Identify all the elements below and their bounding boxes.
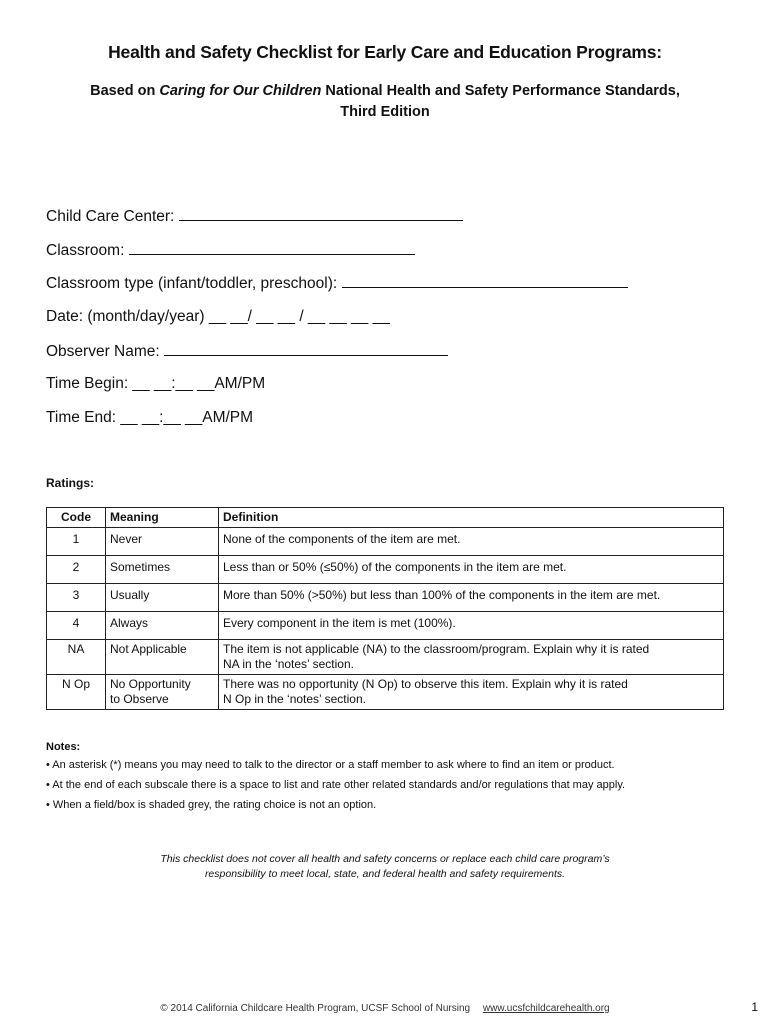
rating-code: NA bbox=[47, 640, 106, 675]
classroom-type-field bbox=[46, 270, 628, 304]
classroom-blank[interactable] bbox=[129, 237, 415, 255]
rating-definition bbox=[219, 675, 724, 710]
disclaimer bbox=[100, 852, 670, 882]
definition-line-1: There was no opportunity (N Op) to observe this item. Explain why it is rated bbox=[223, 677, 628, 691]
meaning-line-1: No Opportunity bbox=[110, 677, 191, 691]
child-care-center-blank[interactable] bbox=[179, 203, 463, 221]
definition-line-1: The item is not applicable (NA) to the classroom/program. Explain why it is rated bbox=[223, 642, 650, 656]
list-item: • At the end of each subscale there is a space to list and rate other related standards and/or regulations that may apply. bbox=[46, 779, 626, 791]
observer-name-field bbox=[46, 338, 628, 372]
subtitle-prefix: Based on bbox=[90, 83, 160, 99]
header-meaning: Meaning bbox=[106, 508, 219, 528]
classroom-field bbox=[46, 237, 628, 271]
rating-code: 4 bbox=[47, 612, 106, 640]
ratings-heading: Ratings: bbox=[46, 476, 94, 490]
form-fields bbox=[46, 203, 628, 439]
list-item: • An asterisk (*) means you may need to talk to the director or a staff member to ask where to find an item or product. bbox=[46, 759, 615, 771]
rating-meaning: Not Applicable bbox=[106, 640, 219, 675]
definition-line-2: N Op in the ‘notes’ section. bbox=[223, 692, 366, 706]
time-end-field[interactable]: Time End: __ __:__ __AM/PM bbox=[46, 409, 254, 427]
observer-name-label: Observer Name: bbox=[46, 342, 160, 360]
page-footer bbox=[0, 1003, 770, 1014]
definition-line-2: NA in the ‘notes’ section. bbox=[223, 657, 354, 671]
date-field[interactable]: Date: (month/day/year) __ __/ __ __ / __ __ __ __ bbox=[46, 308, 390, 326]
classroom-type-label: Classroom type (infant/toddler, preschool): bbox=[46, 275, 338, 293]
child-care-center-label: Child Care Center: bbox=[46, 208, 175, 225]
subtitle-suffix: National Health and Safety Performance Standards, bbox=[321, 83, 680, 99]
rating-definition: More than 50% (>50%) but less than 100% of the components in the item are met. bbox=[219, 584, 724, 612]
subtitle-book-title: Caring for Our Children bbox=[159, 83, 322, 99]
ratings-header-row bbox=[47, 508, 724, 528]
classroom-type-blank[interactable] bbox=[342, 270, 628, 288]
observer-name-blank[interactable] bbox=[164, 338, 448, 356]
time-begin-field[interactable]: Time Begin: __ __:__ __AM/PM bbox=[46, 375, 266, 393]
subtitle-edition: Third Edition bbox=[340, 104, 430, 120]
classroom-label: Classroom: bbox=[46, 241, 125, 259]
table-row bbox=[47, 640, 724, 675]
rating-meaning: Usually bbox=[106, 584, 219, 612]
notes-section bbox=[46, 741, 625, 818]
rating-definition: None of the components of the item are met. bbox=[219, 528, 724, 556]
rating-definition bbox=[219, 640, 724, 675]
rating-code: 2 bbox=[47, 556, 106, 584]
rating-meaning: Sometimes bbox=[106, 556, 219, 584]
notes-heading: Notes: bbox=[46, 741, 81, 753]
rating-definition: Less than or 50% (≤50%) of the components in the item are met. bbox=[219, 556, 724, 584]
rating-code: 1 bbox=[47, 528, 106, 556]
rating-meaning: Never bbox=[106, 528, 219, 556]
ratings-table bbox=[46, 507, 724, 710]
table-row bbox=[47, 528, 724, 556]
table-row bbox=[47, 584, 724, 612]
child-care-center-field bbox=[46, 203, 628, 237]
rating-code: 3 bbox=[47, 584, 106, 612]
meaning-line-2: to Observe bbox=[110, 692, 169, 706]
list-item: • When a field/box is shaded grey, the rating choice is not an option. bbox=[46, 799, 377, 811]
header-definition: Definition bbox=[219, 508, 724, 528]
disclaimer-line-1: This checklist does not cover all health and safety concerns or replace each child care program’s bbox=[160, 853, 610, 865]
table-row bbox=[47, 612, 724, 640]
table-row bbox=[47, 556, 724, 584]
document-title: Health and Safety Checklist for Early Care and Education Programs: bbox=[108, 42, 662, 62]
footer-website-link[interactable]: www.ucsfchildcarehealth.org bbox=[482, 1003, 610, 1014]
document-subtitle bbox=[40, 81, 730, 123]
rating-meaning bbox=[106, 675, 219, 710]
page-number: 1 bbox=[751, 1000, 758, 1014]
rating-definition: Every component in the item is met (100%). bbox=[219, 612, 724, 640]
table-row bbox=[47, 675, 724, 710]
rating-code: N Op bbox=[47, 675, 106, 710]
rating-meaning: Always bbox=[106, 612, 219, 640]
disclaimer-line-2: responsibility to meet local, state, and federal health and safety requirements. bbox=[204, 868, 566, 880]
header-code: Code bbox=[47, 508, 106, 528]
footer-copyright: © 2014 California Childcare Health Program, UCSF School of Nursing bbox=[160, 1003, 471, 1014]
